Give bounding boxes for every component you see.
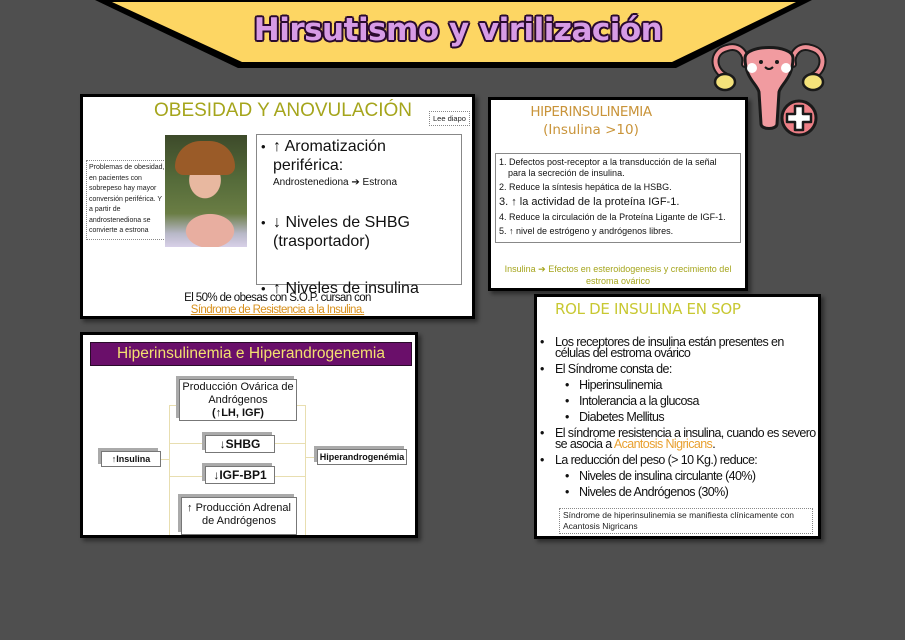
box-produccion-ovarica: Producción Ovárica de Andrógenos (↑LH, IGF)	[179, 379, 297, 421]
diagram-header: Hiperinsulinemia e Hiperandrogenemia	[90, 342, 412, 366]
slide-hiperinsulinemia	[488, 97, 748, 291]
slide-title: OBESIDAD Y ANOVULACIÓN	[154, 100, 412, 121]
bullet-sub: Androstenediona ➔ Estrona	[273, 177, 398, 188]
sub-bullet-item: • Intolerancia a la glucosa	[539, 396, 819, 407]
bullet-item: • ↑ Niveles de insulina	[261, 279, 457, 298]
box-insulina: ↑Insulina	[101, 451, 161, 467]
slide-footer: El 50% de obesas con S.O.P. cursan con Síndrome de Resistencia a la Insulina.	[83, 292, 472, 316]
bullet-item: • ↑ Aromatización periférica: Androstenediona ➔ Estrona	[261, 137, 457, 189]
box-produccion-adrenal: ↑ Producción Adrenal de Andrógenos	[181, 497, 297, 535]
lee-diapo-badge: Lee diapo	[429, 111, 470, 126]
page-title: Hirsutismo y virilización	[253, 12, 663, 48]
sub-bullet-item: • Niveles de insulina circulante (40%)	[539, 471, 819, 482]
list-item: 1. Defectos post-receptor a la transducción de la señal para la secreción de insulina.	[499, 157, 717, 178]
bullet-box	[256, 134, 462, 297]
box-hiperandrogenemia: Hiperandrogenémia	[317, 449, 407, 465]
slide-footer: Insulina ➔ Efectos en esteroidogenesis y crecimiento del estroma ovárico	[504, 264, 732, 286]
sub-bullet-item: • Diabetes Mellitus	[539, 412, 819, 423]
list-item: 4. Reduce la circulación de la Proteína Ligante de IGF-1.	[499, 212, 726, 222]
box-igf-bp1: ↓IGF-BP1	[205, 466, 275, 484]
sub-bullet-item: • Niveles de Andrógenos (30%)	[539, 487, 819, 498]
bullet-list	[539, 337, 819, 503]
slide-title: HIPERINSULINEMIA	[530, 104, 652, 120]
highlight-link: Síndrome de Resistencia a la Insulina.	[190, 304, 365, 316]
sub-bullet-item: • Hiperinsulinemia	[539, 380, 819, 391]
bullet-item: • La reducción del peso (> 10 Kg.) reduce:	[539, 455, 819, 466]
bullet-item: • El síndrome resistencia a insulina, cuando es severo se asocia a Acantosis Nigricans.	[539, 428, 819, 450]
bullet-item: • El Síndrome consta de:	[539, 364, 819, 375]
slide-subtitle: (Insulina >10)	[543, 122, 639, 138]
highlight-text: Acantosis Nigricans	[613, 437, 713, 451]
woman-photo	[165, 135, 247, 247]
box-shbg: ↓SHBG	[205, 435, 275, 453]
numbered-list	[495, 153, 741, 243]
side-note: Problemas de obesidad, en pacientes con sobrepeso hay mayor conversión periférica. Y a partir de androstenediona se convierte a estrona	[86, 160, 168, 240]
list-item: 5. ↑ nivel de estrógeno y andrógenos libres.	[499, 226, 674, 236]
slide-note: Síndrome de hiperinsulinemia se manifiesta clínicamente con Acantosis Nigricans	[559, 508, 813, 534]
slide-diagram	[80, 332, 418, 538]
list-item: 3. ↑ la actividad de la proteína IGF-1.	[499, 196, 680, 208]
bullet-item: • Los receptores de insulina están presentes en células del estroma ovárico	[539, 337, 819, 359]
list-item: 2. Reduce la síntesis hepática de la HSBG.	[499, 182, 672, 192]
slide-obesidad	[80, 94, 475, 319]
bullet-item: • ↓ Niveles de SHBG (trasportador)	[261, 213, 457, 251]
slide-rol-insulina	[534, 294, 821, 539]
slide-title: ROL DE INSULINA EN SOP	[555, 300, 741, 318]
